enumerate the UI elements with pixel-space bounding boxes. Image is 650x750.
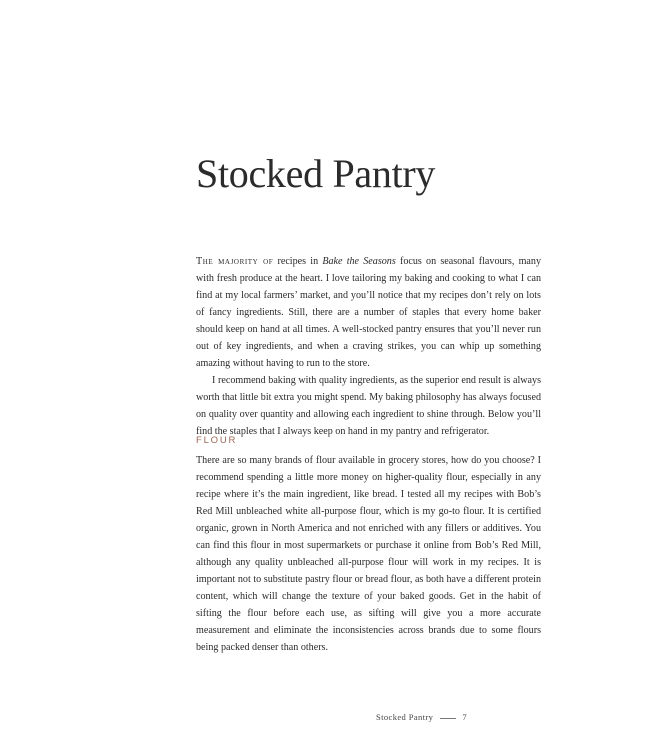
book-title: Bake the Seasons xyxy=(322,256,396,267)
flour-section xyxy=(196,452,541,656)
page-title: Stocked Pantry xyxy=(196,151,436,196)
intro-p1-start: recipes in xyxy=(273,256,323,267)
intro-p1-rest: focus on seasonal flavours, many with fresh produce at the heart. I love tailoring my baking and cooking to what I can find at my local farmers’ market, and you’ll notice that my recipes don’t rely on lots of fancy ingredients. Still, there are a number of staples that every home baker should keep on hand at all times. A well-stocked pantry ensures that you’ll never run out of key ingredients, and when a craving strikes, you can whip up something amazing without having to run to the store. xyxy=(196,256,541,369)
intro-paragraph-2: I recommend baking with quality ingredients, as the superior end result is always worth that little bit extra you might spend. My baking philosophy has always focused on quality over quantity and allowing each ingredient to shine through. Below you’ll find the staples that I always keep on hand in my pantry and refrigerator. xyxy=(196,375,541,437)
page-number: 7 xyxy=(462,712,467,722)
section-heading-flour: FLOUR xyxy=(196,435,238,446)
intro-lead-smallcaps: The majority of xyxy=(196,256,274,267)
footer-rule xyxy=(440,718,456,719)
flour-paragraph: There are so many brands of flour available in grocery stores, how do you choose? I recommend spending a little more money on higher-quality flour, especially in any recipe where it’s the main ingredient, like bread. I tested all my recipes with Bob’s Red Mill unbleached white all-purpose flour, which is my go-to flour. It is certified organic, grown in North America and not enriched with any fillers or additives. You can find this flour in most supermarkets or purchase it online from Bob’s Red Mill, although any quality unbleached all-purpose flour will work in my recipes. It is important not to substitute pastry flour or bread flour, as both have a different protein content, which will change the texture of your baked goods. Get in the habit of sifting the flour before each use, as sifting will give you a more accurate measurement and eliminate the inconsistencies across brands due to some flours being packed denser than others. xyxy=(196,455,541,653)
running-title: Stocked Pantry xyxy=(376,712,434,722)
intro-text xyxy=(196,253,541,440)
intro-paragraph-1 xyxy=(196,253,541,372)
page-footer xyxy=(376,712,467,722)
